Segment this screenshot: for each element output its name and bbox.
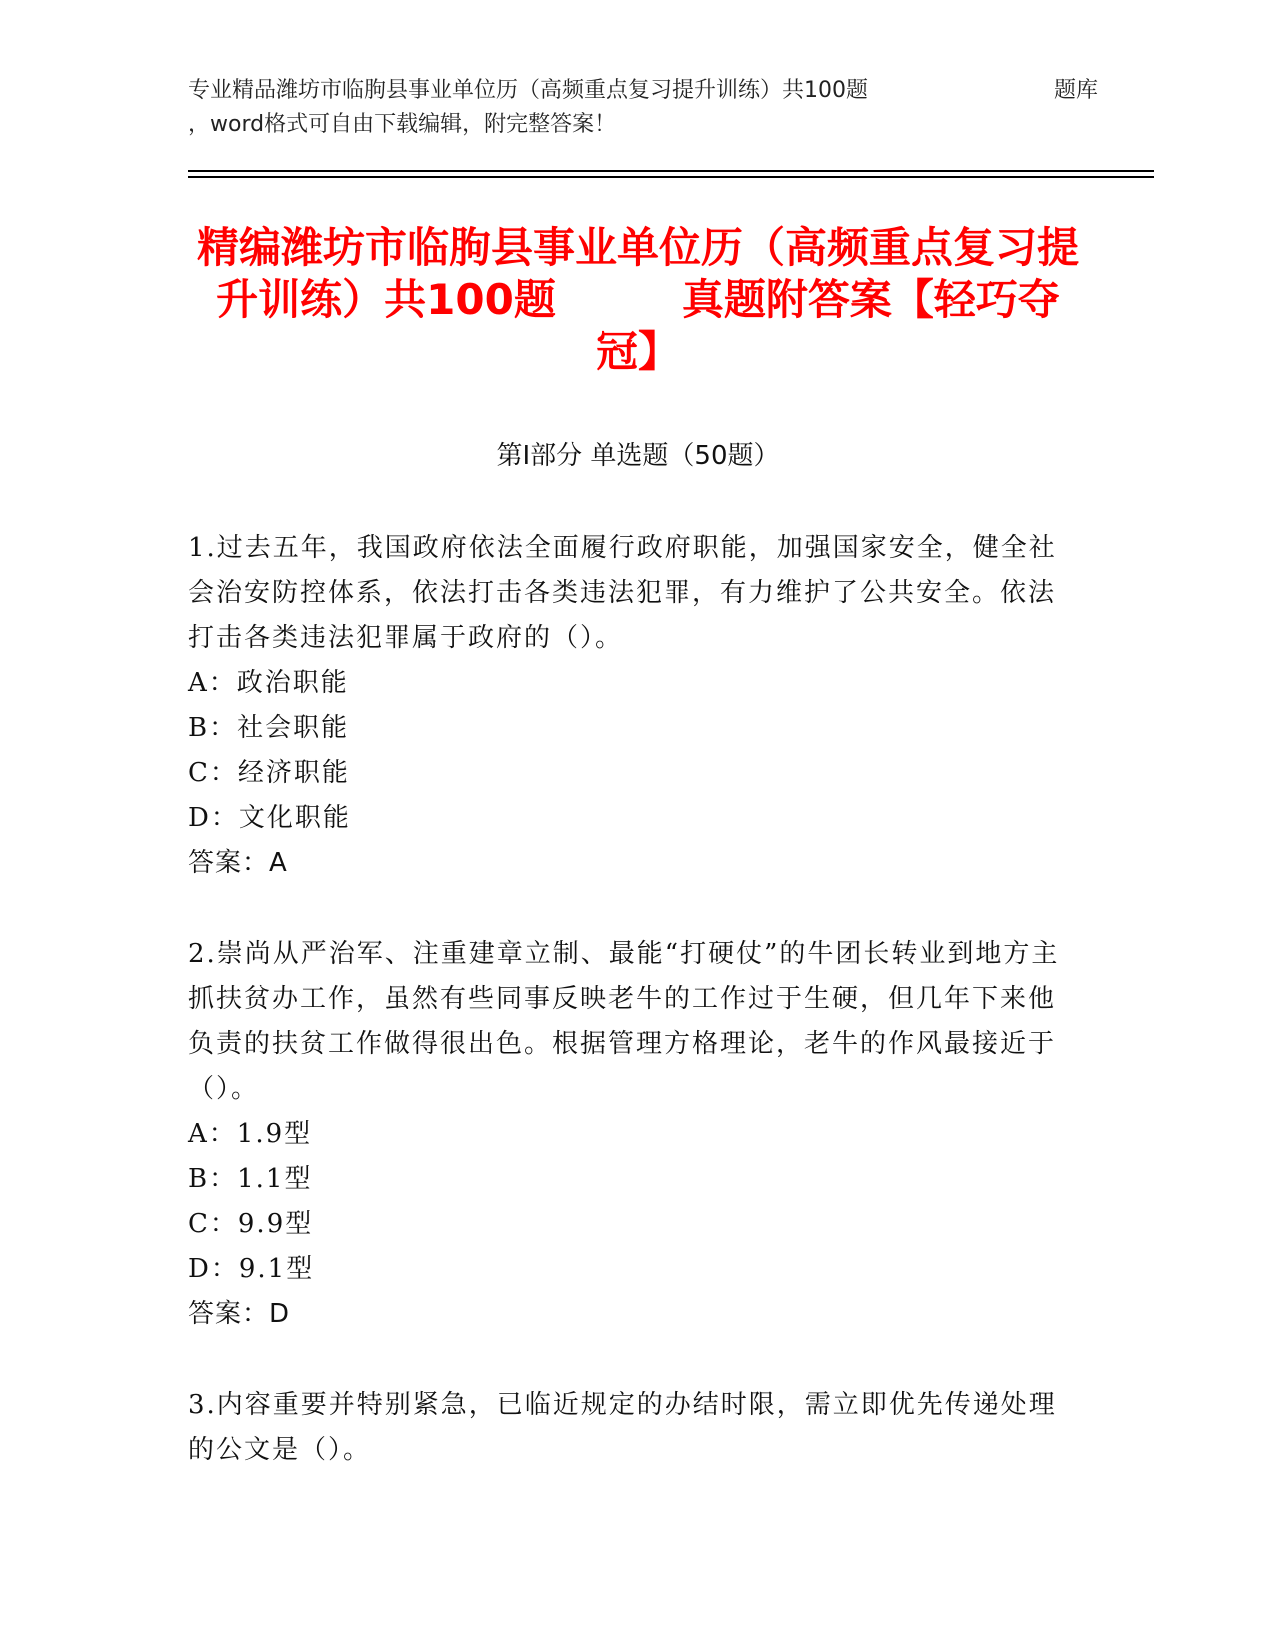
document-title: 精编潍坊市临朐县事业单位历（高频重点复习提升训练）共100题 真题附答案【轻巧夺冠】 [196,223,1079,376]
header-line-1 [188,74,1148,108]
answer: 答案：A [188,848,288,878]
header-rule-top [188,170,1154,172]
question-stem: 2.崇尚从严治军、注重建章立制、最能“打硬仗”的牛团长转业到地方主抓扶贫办工作，虽然有些同事反映老牛的工作过于生硬，但几年下来他负责的扶贫工作做得很出色。根据管理方格理论，老牛的作风最接近于（）。 [188,939,1060,1104]
option-c: C：9.9型 [188,1209,314,1239]
option-b: B：社会职能 [188,713,350,743]
option-b: B：1.1型 [188,1164,313,1194]
header-rule-bottom [188,176,1154,178]
question-1 [188,526,1068,886]
option-d: D：文化职能 [188,803,351,833]
header-document-name: 专业精品潍坊市临朐县事业单位历（高频重点复习提升训练）共100题 [188,78,868,103]
section-heading: 第Ⅰ部分 单选题（50题） [496,441,780,471]
option-c: C：经济职能 [188,758,350,788]
question-stem: 3.内容重要并特别紧急，已临近规定的办结时限，需立即优先传递处理的公文是（）。 [188,1390,1057,1465]
option-a: A：政治职能 [188,668,349,698]
option-d: D：9.1型 [188,1254,315,1284]
question-list [188,526,1068,1519]
question-2 [188,932,1068,1337]
option-a: A：1.9型 [188,1119,313,1149]
question-stem: 1.过去五年，我国政府依法全面履行政府职能，加强国家安全，健全社会治安防控体系，依法打击各类违法犯罪，有力维护了公共安全。依法打击各类违法犯罪属于政府的（）。 [188,533,1057,653]
question-3 [188,1383,1068,1473]
page-header [188,74,1148,142]
header-bank-label: 题库 [1053,78,1098,103]
header-line-2: ，word格式可自由下载编辑，附完整答案！ [188,112,617,137]
answer: 答案：D [188,1299,291,1329]
